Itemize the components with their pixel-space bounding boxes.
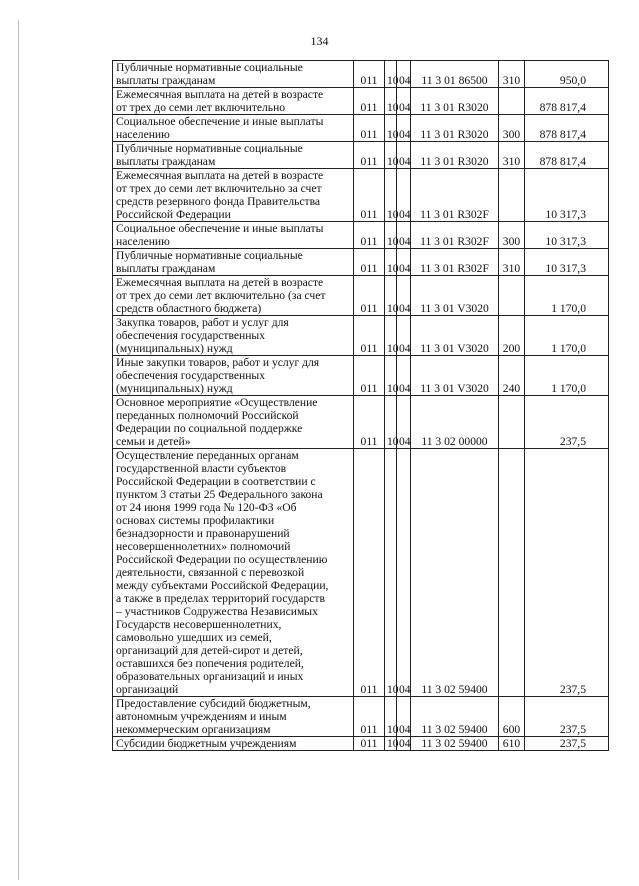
- row-target-cell: 11 3 02 59400: [411, 697, 499, 737]
- row-name-line: Государств несовершеннолетних,: [116, 618, 282, 631]
- row-name-line: Предоставление субсидий бюджетным,: [116, 697, 311, 710]
- row-amount-cell: 878 817,4: [525, 88, 609, 115]
- row-target-cell: 11 3 01 V3020: [411, 356, 499, 396]
- row-name-cell: [113, 316, 354, 356]
- row-subsection-cell: 04: [397, 276, 411, 316]
- row-ministry-cell: 011: [354, 737, 385, 751]
- row-section-cell: 10: [385, 61, 397, 88]
- row-type-cell: 240: [499, 356, 525, 396]
- row-amount-cell: 10 317,3: [525, 249, 609, 276]
- row-section-cell: 10: [385, 115, 397, 142]
- row-amount-cell: 10 317,3: [525, 222, 609, 249]
- row-name-line: Осуществление переданных органам: [116, 449, 299, 462]
- row-amount-cell: 1 170,0: [525, 316, 609, 356]
- row-name-line: а также в пределах территорий государств: [116, 592, 325, 605]
- row-subsection-cell: 04: [397, 316, 411, 356]
- table-row: [113, 142, 609, 169]
- row-ministry-cell: 011: [354, 222, 385, 249]
- row-type-cell: [499, 276, 525, 316]
- row-target-cell: 11 3 02 59400: [411, 737, 499, 751]
- row-name-cell: [113, 222, 354, 249]
- row-amount-cell: 237,5: [525, 396, 609, 449]
- row-target-cell: 11 3 01 R3020: [411, 115, 499, 142]
- row-name-line: автономным учреждениям и иным: [116, 710, 287, 723]
- table-row: [113, 276, 609, 316]
- row-name-line: (муниципальных) нужд: [116, 382, 233, 395]
- row-ministry-cell: 011: [354, 449, 385, 697]
- row-name-line: Публичные нормативные социальные: [116, 61, 303, 74]
- row-amount-cell: 950,0: [525, 61, 609, 88]
- row-type-cell: [499, 169, 525, 222]
- row-type-cell: 310: [499, 249, 525, 276]
- row-target-cell: 11 3 01 R3020: [411, 88, 499, 115]
- table-row: [113, 737, 609, 751]
- row-name-line: Иные закупки товаров, работ и услуг для: [116, 356, 320, 369]
- row-name-cell: [113, 356, 354, 396]
- row-section-cell: 10: [385, 249, 397, 276]
- row-subsection-cell: 04: [397, 61, 411, 88]
- row-section-cell: 10: [385, 88, 397, 115]
- row-name-cell: [113, 396, 354, 449]
- row-name-line: населению: [116, 128, 170, 141]
- row-target-cell: 11 3 02 59400: [411, 449, 499, 697]
- row-ministry-cell: 011: [354, 249, 385, 276]
- row-name-cell: [113, 449, 354, 697]
- table-row: [113, 449, 609, 697]
- row-type-cell: 310: [499, 61, 525, 88]
- row-amount-cell: 878 817,4: [525, 115, 609, 142]
- row-name-line: выплаты гражданам: [116, 262, 216, 275]
- table-row: [113, 169, 609, 222]
- row-target-cell: 11 3 01 86500: [411, 61, 499, 88]
- table-row: [113, 316, 609, 356]
- row-name-cell: [113, 88, 354, 115]
- row-name-line: – участников Содружества Независимых: [116, 605, 318, 618]
- row-subsection-cell: 04: [397, 449, 411, 697]
- row-ministry-cell: 011: [354, 169, 385, 222]
- row-name-line: от трех до семи лет включительно за счет: [116, 182, 322, 195]
- row-name-line: от трех до семи лет включительно (за счет: [116, 289, 326, 302]
- row-name-line: Социальное обеспечение и иные выплаты: [116, 115, 324, 128]
- row-ministry-cell: 011: [354, 697, 385, 737]
- row-ministry-cell: 011: [354, 115, 385, 142]
- row-name-line: Основное мероприятие «Осуществление: [116, 396, 318, 409]
- row-target-cell: 11 3 02 00000: [411, 396, 499, 449]
- row-type-cell: [499, 396, 525, 449]
- row-amount-cell: 10 317,3: [525, 169, 609, 222]
- row-section-cell: 10: [385, 396, 397, 449]
- row-name-line: организаций: [116, 683, 179, 696]
- row-name-cell: [113, 61, 354, 88]
- row-name-line: средств областного бюджета): [116, 302, 262, 315]
- row-name-line: основах системы профилактики: [116, 514, 275, 527]
- table-row: [113, 61, 609, 88]
- row-name-cell: [113, 737, 354, 751]
- row-subsection-cell: 04: [397, 356, 411, 396]
- row-type-cell: 300: [499, 115, 525, 142]
- row-ministry-cell: 011: [354, 61, 385, 88]
- row-amount-cell: 1 170,0: [525, 356, 609, 396]
- row-ministry-cell: 011: [354, 356, 385, 396]
- row-section-cell: 10: [385, 449, 397, 697]
- row-type-cell: 600: [499, 697, 525, 737]
- row-name-line: самовольно ушедших из семей,: [116, 631, 272, 644]
- row-name-line: организаций для детей-сирот и детей,: [116, 644, 303, 657]
- row-name-cell: [113, 169, 354, 222]
- row-amount-cell: 237,5: [525, 449, 609, 697]
- row-name-line: Ежемесячная выплата на детей в возрасте: [116, 169, 324, 182]
- row-name-line: оставшихся без попечения родителей,: [116, 657, 304, 670]
- table-row: [113, 396, 609, 449]
- row-name-line: безнадзорности и правонарушений: [116, 527, 290, 540]
- row-ministry-cell: 011: [354, 276, 385, 316]
- row-name-line: выплаты гражданам: [116, 74, 216, 87]
- row-name-cell: [113, 276, 354, 316]
- row-section-cell: 10: [385, 316, 397, 356]
- row-section-cell: 10: [385, 737, 397, 751]
- row-name-line: Публичные нормативные социальные: [116, 142, 303, 155]
- row-target-cell: 11 3 01 R302F: [411, 249, 499, 276]
- row-type-cell: 310: [499, 142, 525, 169]
- row-section-cell: 10: [385, 356, 397, 396]
- row-name-line: Публичные нормативные социальные: [116, 249, 303, 262]
- row-subsection-cell: 04: [397, 169, 411, 222]
- row-type-cell: [499, 449, 525, 697]
- table-row: [113, 249, 609, 276]
- row-name-line: образовательных организаций и иных: [116, 670, 304, 683]
- row-name-line: выплаты гражданам: [116, 155, 216, 168]
- row-subsection-cell: 04: [397, 737, 411, 751]
- row-subsection-cell: 04: [397, 396, 411, 449]
- row-ministry-cell: 011: [354, 142, 385, 169]
- row-subsection-cell: 04: [397, 142, 411, 169]
- row-target-cell: 11 3 01 R3020: [411, 142, 499, 169]
- row-name-line: обеспечения государственных: [116, 369, 266, 382]
- row-name-line: некоммерческим организациям: [116, 723, 271, 736]
- row-name-line: Ежемесячная выплата на детей в возрасте: [116, 276, 324, 289]
- page-number: 134: [310, 34, 329, 48]
- row-name-line: Закупка товаров, работ и услуг для: [116, 316, 289, 329]
- budget-table: [112, 60, 609, 751]
- row-subsection-cell: 04: [397, 222, 411, 249]
- row-amount-cell: 237,5: [525, 737, 609, 751]
- scan-edge-line: [18, 20, 19, 880]
- row-name-line: переданных полномочий Российской: [116, 409, 299, 422]
- table-row: [113, 115, 609, 142]
- row-subsection-cell: 04: [397, 697, 411, 737]
- row-name-line: несовершеннолетних» полномочий: [116, 540, 291, 553]
- row-subsection-cell: 04: [397, 249, 411, 276]
- row-target-cell: 11 3 01 V3020: [411, 316, 499, 356]
- row-type-cell: [499, 88, 525, 115]
- row-amount-cell: 237,5: [525, 697, 609, 737]
- row-name-line: (муниципальных) нужд: [116, 342, 233, 355]
- row-section-cell: 10: [385, 142, 397, 169]
- row-amount-cell: 1 170,0: [525, 276, 609, 316]
- table-row: [113, 88, 609, 115]
- row-name-line: от 24 июня 1999 года № 120-ФЗ «Об: [116, 501, 297, 514]
- row-name-cell: [113, 249, 354, 276]
- row-name-line: от трех до семи лет включительно: [116, 101, 286, 114]
- row-section-cell: 10: [385, 222, 397, 249]
- row-name-line: обеспечения государственных: [116, 329, 266, 342]
- row-name-cell: [113, 115, 354, 142]
- row-name-line: населению: [116, 235, 170, 248]
- row-target-cell: 11 3 01 V3020: [411, 276, 499, 316]
- row-target-cell: 11 3 01 R302F: [411, 169, 499, 222]
- row-name-line: средств резервного фонда Правительства: [116, 195, 321, 208]
- row-ministry-cell: 011: [354, 396, 385, 449]
- row-target-cell: 11 3 01 R302F: [411, 222, 499, 249]
- row-name-line: Субсидии бюджетным учреждениям: [116, 737, 297, 750]
- row-name-line: между субъектами Российской Федерации,: [116, 579, 329, 592]
- row-type-cell: 200: [499, 316, 525, 356]
- row-name-line: Ежемесячная выплата на детей в возрасте: [116, 88, 324, 101]
- row-amount-cell: 878 817,4: [525, 142, 609, 169]
- table-row: [113, 356, 609, 396]
- row-section-cell: 10: [385, 169, 397, 222]
- row-name-line: Социальное обеспечение и иные выплаты: [116, 222, 324, 235]
- row-name-line: семьи и детей»: [116, 435, 191, 448]
- table-row: [113, 697, 609, 737]
- row-name-line: Российской Федерации по осуществлению: [116, 553, 328, 566]
- row-type-cell: 610: [499, 737, 525, 751]
- row-name-line: Российской Федерации в соответствии с: [116, 475, 316, 488]
- row-name-cell: [113, 142, 354, 169]
- row-name-line: деятельности, связанной с перевозкой: [116, 566, 305, 579]
- table-row: [113, 222, 609, 249]
- row-ministry-cell: 011: [354, 316, 385, 356]
- row-subsection-cell: 04: [397, 88, 411, 115]
- row-section-cell: 10: [385, 697, 397, 737]
- row-name-cell: [113, 697, 354, 737]
- row-subsection-cell: 04: [397, 115, 411, 142]
- row-name-line: Федерации по социальной поддержке: [116, 422, 303, 435]
- row-section-cell: 10: [385, 276, 397, 316]
- row-name-line: Российской Федерации: [116, 208, 231, 221]
- row-name-line: пунктом 3 статьи 25 Федерального закона: [116, 488, 323, 501]
- row-ministry-cell: 011: [354, 88, 385, 115]
- row-name-line: государственной власти субъектов: [116, 462, 287, 475]
- row-type-cell: 300: [499, 222, 525, 249]
